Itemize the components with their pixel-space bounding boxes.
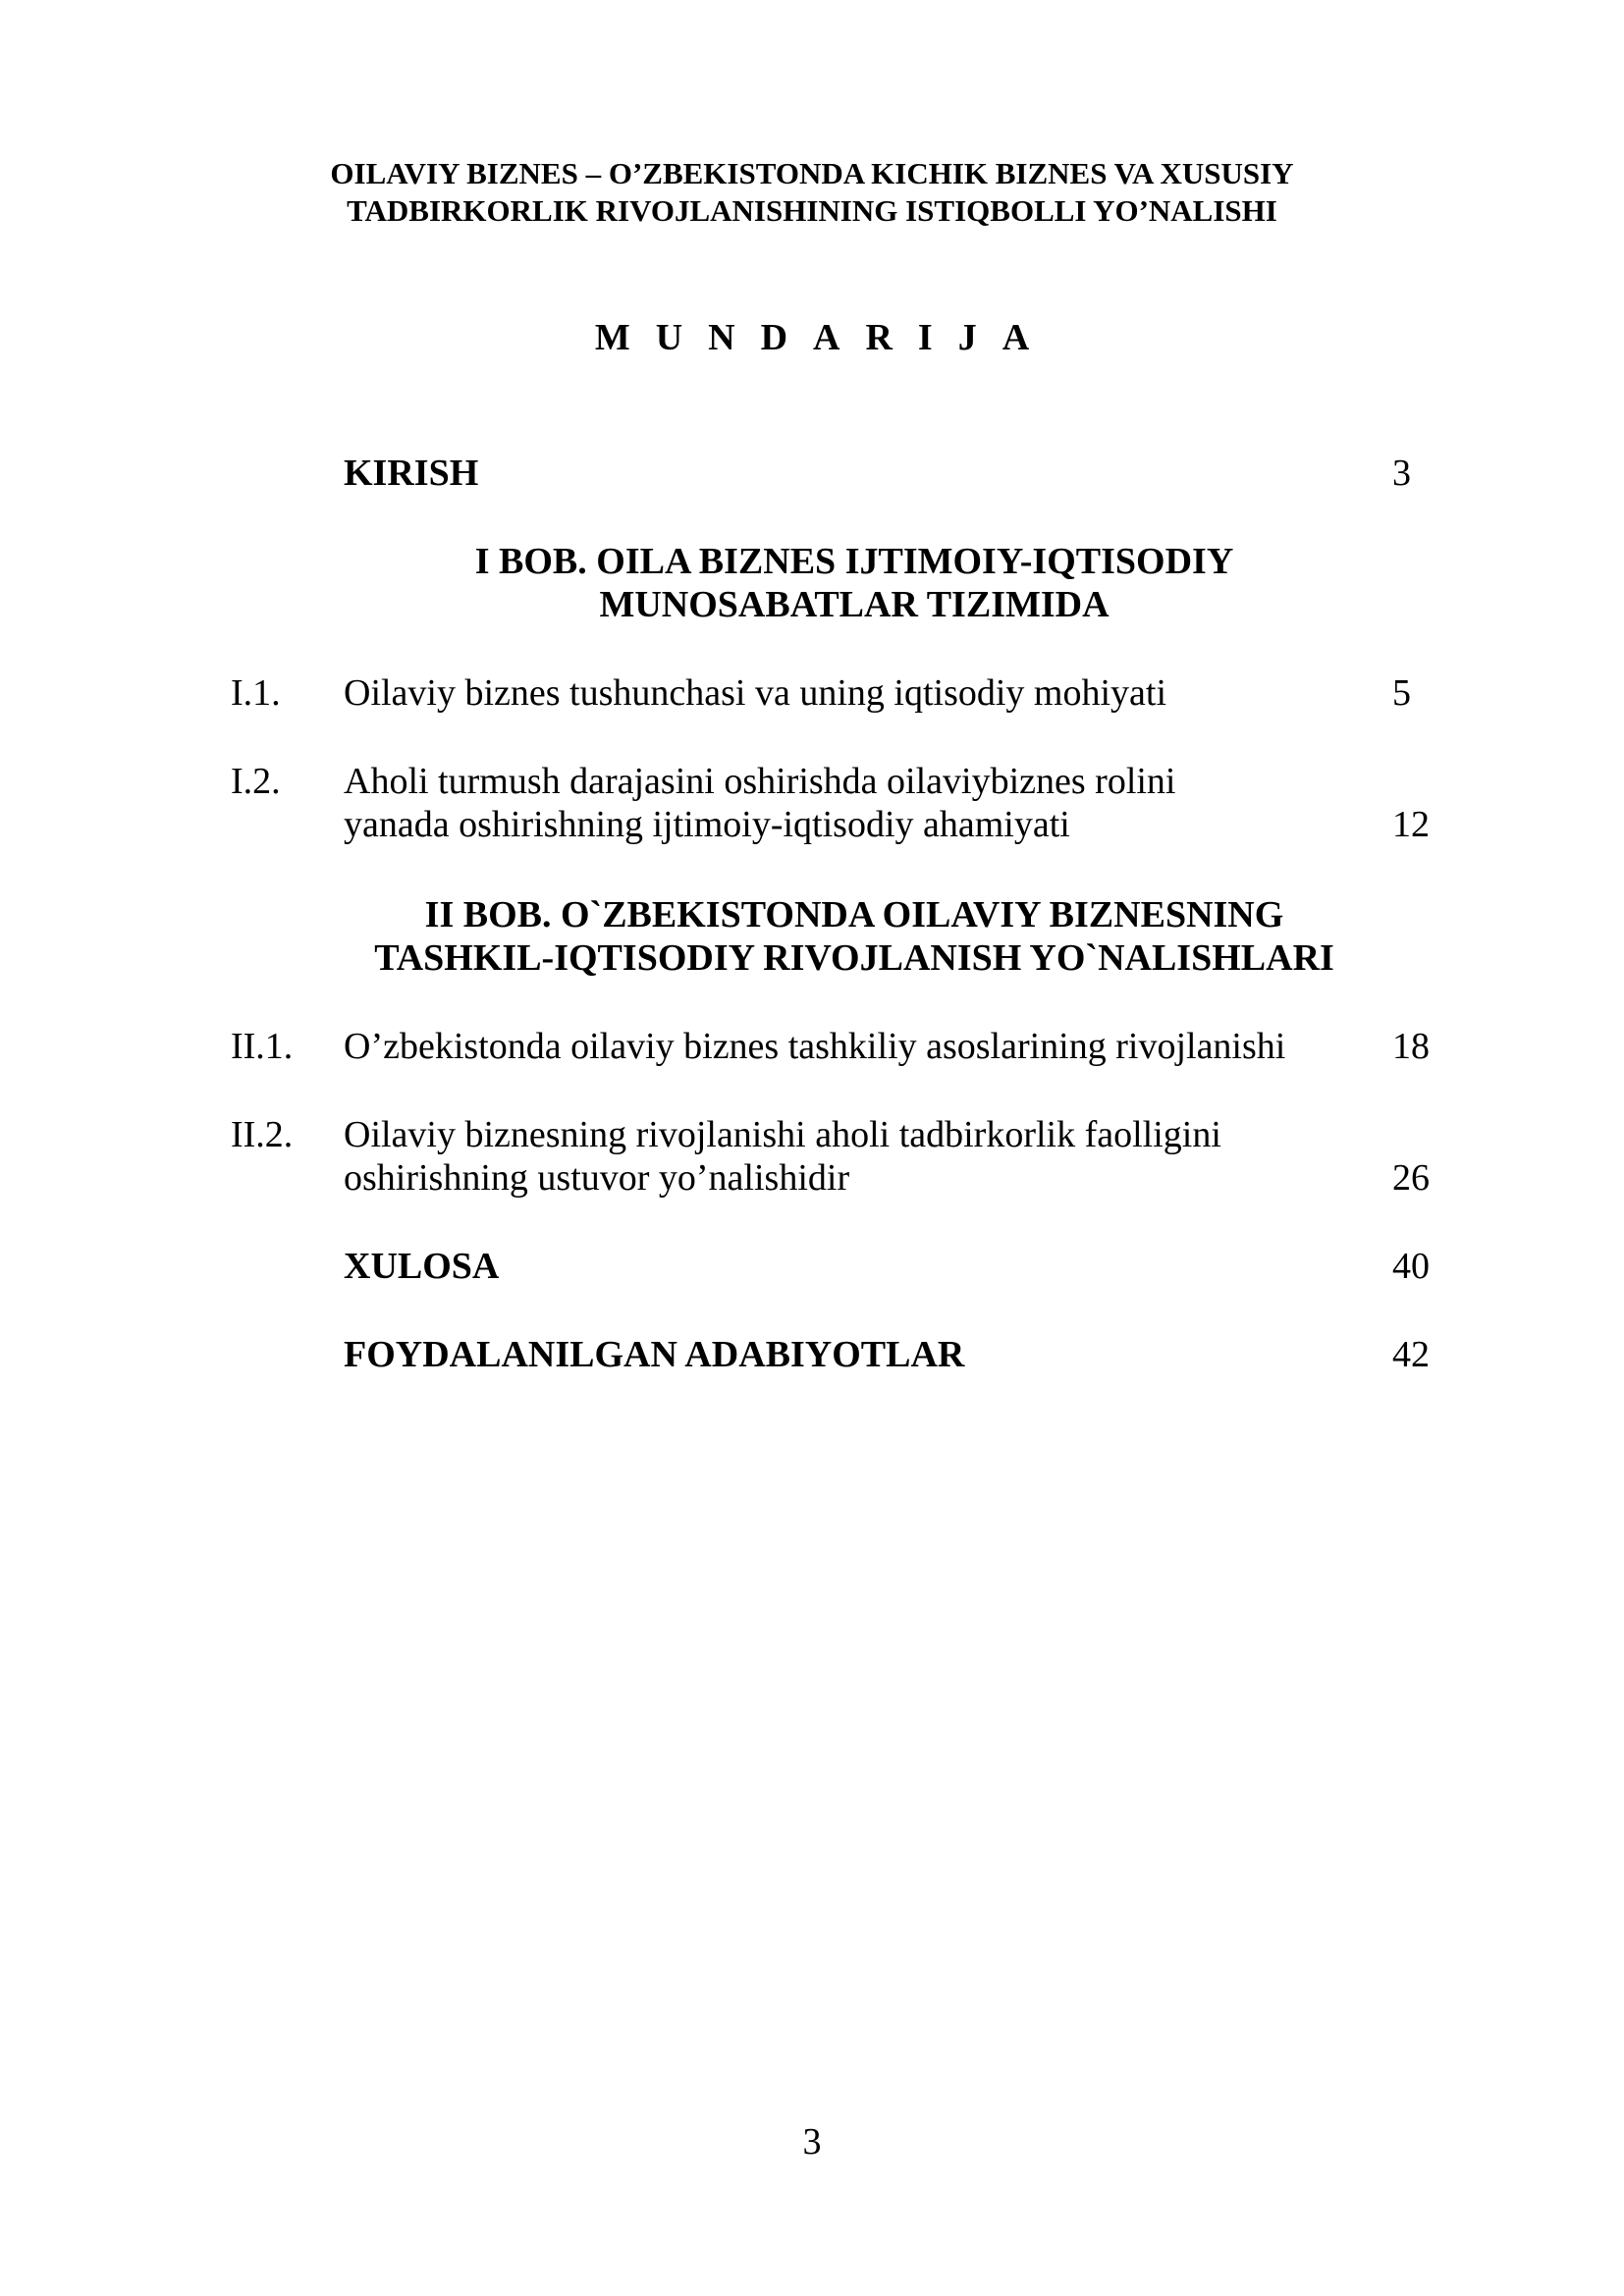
chapter-line: I BOB. OILA BIZNES IJTIMOIY-IQTISODIY	[474, 541, 1234, 582]
document-title	[0, 155, 1624, 230]
toc-entry-label: XULOSA	[344, 1246, 500, 1287]
toc-entry-number: II.1.	[231, 1026, 294, 1067]
title-line-2: TADBIRKORLIK RIVOJLANISHINING ISTIQBOLLI YO’NALISHI	[347, 193, 1277, 228]
toc-heading: MUNDARIJA	[594, 317, 1056, 358]
toc-entry-label	[344, 760, 1326, 846]
toc-entry-label	[344, 1113, 1326, 1200]
page-number: 3	[802, 2121, 822, 2163]
toc-entry-page: 26	[1392, 1157, 1430, 1199]
toc-entry-line: yanada oshirishning ijtimoiy-iqtisodiy ahamiyati	[344, 804, 1070, 845]
toc-entry-line: oshirishning ustuvor yo’nalishidir	[344, 1157, 850, 1199]
chapter-line: MUNOSABATLAR TIZIMIDA	[599, 584, 1110, 625]
toc-entry-line: Oilaviy biznesning rivojlanishi aholi tadbirkorlik faolligini	[344, 1114, 1221, 1155]
chapter-1-heading[interactable]	[295, 540, 1414, 626]
chapter-2-heading[interactable]	[295, 893, 1414, 980]
toc-entry-page: 18	[1392, 1026, 1430, 1067]
chapter-line: TASHKIL-IQTISODIY RIVOJLANISH YO`NALISHLARI	[374, 937, 1334, 979]
toc-entry-page: 42	[1392, 1334, 1430, 1375]
chapter-line: II BOB. O`ZBEKISTONDA OILAVIY BIZNESNING	[424, 894, 1284, 935]
toc-entry-number: II.2.	[231, 1114, 294, 1155]
toc-entry-number: I.1.	[231, 672, 281, 714]
toc-entry-label: O’zbekistonda oilaviy biznes tashkiliy asoslarining rivojlanishi	[344, 1026, 1286, 1067]
toc-entry-2-2[interactable]	[0, 1113, 1624, 1201]
toc-entry-page: 5	[1392, 672, 1411, 714]
toc-entry-line: Aholi turmush darajasini oshirishda oilaviybiznes rolini	[344, 761, 1176, 802]
title-line-1: OILAVIY BIZNES – O’ZBEKISTONDA KICHIK BIZNES VA XUSUSIY	[330, 156, 1294, 190]
toc-entry-label: FOYDALANILGAN ADABIYOTLAR	[344, 1334, 965, 1375]
toc-entry-page: 12	[1392, 804, 1430, 845]
toc-entry-page: 3	[1392, 453, 1411, 494]
toc-entry-number: I.2.	[231, 761, 281, 802]
toc-entry-label: Oilaviy biznes tushunchasi va uning iqtisodiy mohiyati	[344, 672, 1167, 714]
toc-entry-label: KIRISH	[344, 453, 479, 494]
toc-entry-1-2[interactable]	[0, 760, 1624, 848]
toc-entry-page: 40	[1392, 1246, 1430, 1287]
